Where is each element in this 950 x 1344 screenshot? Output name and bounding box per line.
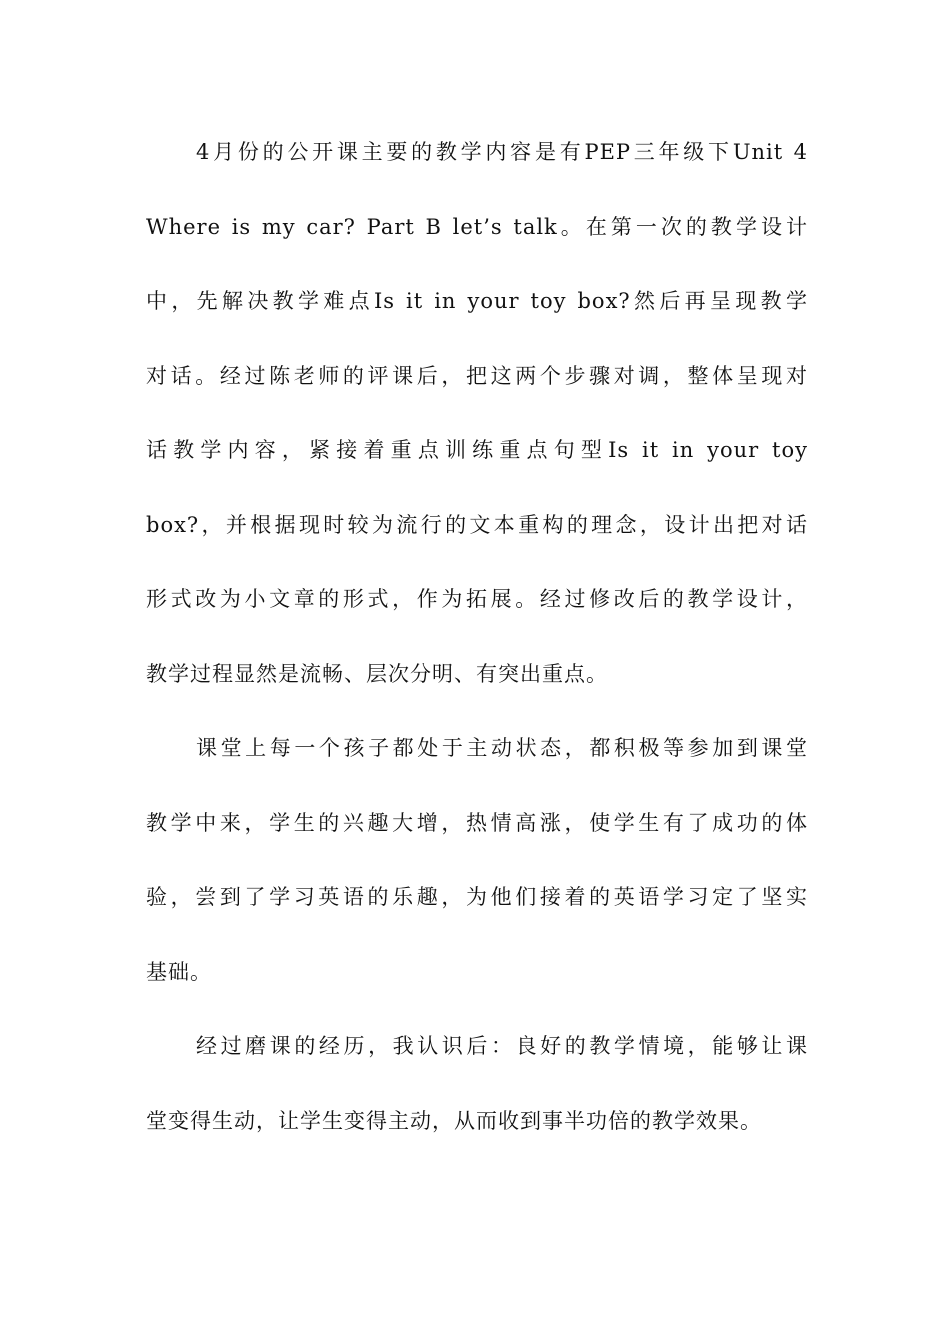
text-line: 教学中来，学生的兴趣大增，热情高涨，使学生有了成功的体 [146, 810, 808, 835]
text-line: 基础。 [146, 959, 212, 984]
paragraph-3 [146, 1022, 808, 1171]
text-line: box?，并根据现时较为流行的文本重构的理念，设计出把对话 [146, 512, 808, 537]
paragraph-1 [146, 128, 808, 724]
text-line: 4月份的公开课主要的教学内容是有PEP三年级下Unit 4 [196, 140, 808, 164]
text-line: 经过磨课的经历，我认识后：良好的教学情境，能够让课 [196, 1034, 808, 1058]
text-line: Where is my car? Part B let’s talk。在第一次的教学设计 [146, 214, 808, 239]
text-line: 课堂上每一个孩子都处于主动状态，都积极等参加到课堂 [196, 736, 808, 760]
text-line: 形式改为小文章的形式，作为拓展。经过修改后的教学设计， [146, 587, 808, 611]
text-line: 堂变得生动，让学生变得主动，从而收到事半功倍的教学效果。 [146, 1108, 762, 1133]
text-line: 对话。经过陈老师的评课后，把这两个步骤对调，整体呈现对 [146, 363, 808, 388]
document-body [146, 128, 808, 1171]
text-line: 话教学内容，紧接着重点训练重点句型Is it in your toy [146, 438, 808, 462]
text-line: 验，尝到了学习英语的乐趣，为他们接着的英语学习定了坚实 [146, 885, 808, 909]
paragraph-2 [146, 724, 808, 1022]
text-line: 教学过程显然是流畅、层次分明、有突出重点。 [146, 661, 608, 686]
text-line: 中，先解决教学难点Is it in your toy box?然后再呈现教学 [146, 289, 808, 313]
